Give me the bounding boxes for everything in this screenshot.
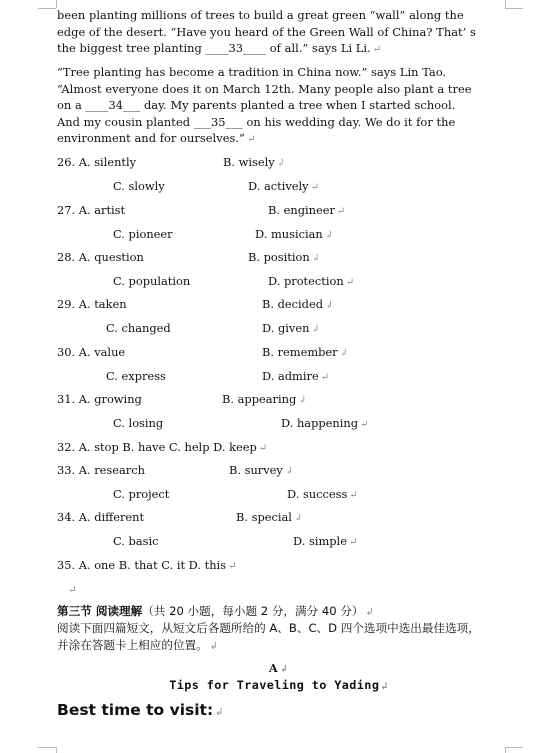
line-end-mark-icon: ↲ xyxy=(209,641,219,652)
options-inline: 32. A. stop B. have C. help D. keep ↵ xyxy=(57,440,268,454)
option-a: 27. A. artist xyxy=(57,203,126,217)
passage-line: “Almost everyone does it on March 12th. Many people also plant a tree xyxy=(57,81,472,96)
crop-mark-bottom-right-v xyxy=(505,747,506,753)
paragraph-mark-icon: ↵ xyxy=(345,277,355,288)
option-d: D. actively ↵ xyxy=(248,179,320,193)
option-b: B. special ↲ xyxy=(236,510,303,524)
crop-mark-top-right xyxy=(505,8,523,9)
option-a: 28. A. question xyxy=(57,250,144,264)
option-d: D. musician ↲ xyxy=(255,227,334,241)
passage-line: And my cousin planted ___35___ on his wedding day. We do it for the xyxy=(57,114,456,129)
options-inline: 35. A. one B. that C. it D. this ↵ xyxy=(57,558,237,572)
section-title: 第三节 阅读理解 xyxy=(57,604,143,618)
best-time-heading: Best time to visit: ↲ xyxy=(57,701,224,719)
option-a: 33. A. research xyxy=(57,463,145,477)
crop-mark-bottom-left-v xyxy=(56,747,57,753)
passage-line: “Tree planting has become a tradition in China now.” says Lin Tao. xyxy=(57,65,447,79)
line-end-mark-icon: ↲ xyxy=(284,466,294,477)
passage-line: on a ____34___ day. My parents planted a tree when I started school. xyxy=(57,98,456,112)
line-end-mark-icon: ↲ xyxy=(276,158,286,169)
empty-paragraph-mark-icon: ↵ xyxy=(68,585,77,596)
paragraph-mark-icon: ↵ xyxy=(336,206,346,217)
line-end-mark-icon: ↲ xyxy=(324,230,334,241)
option-b: B. position ↲ xyxy=(248,250,321,264)
option-b: B. survey ↲ xyxy=(229,463,294,477)
line-end-mark-icon: ↲ xyxy=(279,664,289,675)
line-end-mark-icon: ↲ xyxy=(339,348,349,359)
section-note: （共 20 小题，每小题 2 分，满分 40 分） xyxy=(142,604,364,618)
option-a: 29. A. taken xyxy=(57,297,127,311)
option-c: C. slowly xyxy=(113,179,165,193)
option-c: C. population xyxy=(113,274,191,288)
line-end-mark-icon: ↲ xyxy=(215,707,224,718)
paragraph-mark-icon: ↵ xyxy=(320,372,330,383)
passage-line: the biggest tree planting ____33____ of all.” says Li Li. ↵ xyxy=(57,41,382,55)
option-d: D. happening ↵ xyxy=(281,416,369,430)
option-b: B. remember ↲ xyxy=(262,345,349,359)
option-c: C. express xyxy=(106,369,166,383)
line-end-mark-icon: ↲ xyxy=(293,513,303,524)
crop-mark-top-left xyxy=(38,8,56,9)
paragraph-mark-icon: ↵ xyxy=(349,490,358,501)
option-c: C. project xyxy=(113,487,170,501)
option-c: C. losing xyxy=(113,416,164,430)
option-b: B. wisely ↲ xyxy=(223,155,286,169)
option-a: 34. A. different xyxy=(57,510,145,524)
passage-line: environment and for ourselves.” ↵ xyxy=(57,131,256,145)
paragraph-mark-icon: ↵ xyxy=(360,419,369,430)
option-d: D. admire ↵ xyxy=(262,369,330,383)
paragraph-mark-icon: ↵ xyxy=(228,561,237,572)
option-c: C. changed xyxy=(106,321,171,335)
passage-paragraph-1 xyxy=(57,7,505,57)
instruction-line-2: 并涂在答题卡上相应的位置。 ↲ xyxy=(57,638,219,652)
article-label: A ↲ xyxy=(268,661,289,675)
option-b: B. engineer ↵ xyxy=(268,203,346,217)
passage-paragraph-2 xyxy=(57,64,505,147)
option-c: C. basic xyxy=(113,534,159,548)
passage-line: been planting millions of trees to build a great green “wall” along the xyxy=(57,8,464,22)
option-d: D. given ↲ xyxy=(262,321,320,335)
option-d: D. simple ↵ xyxy=(293,534,358,548)
passage-line: edge of the desert. “Have you heard of the Green Wall of China? That’ s xyxy=(57,24,476,39)
option-d: D. protection ↵ xyxy=(268,274,355,288)
line-end-mark-icon: ↲ xyxy=(365,607,374,618)
paragraph-mark-icon: ↵ xyxy=(258,443,268,454)
option-d: D. success ↵ xyxy=(287,487,358,501)
paragraph-mark-icon: ↵ xyxy=(310,182,320,193)
instruction-line-1: 阅读下面四篇短文，从短文后各题所给的 A、B、C、D 四个选项中选出最佳选项， xyxy=(57,621,480,635)
article-title: Tips for Traveling to Yading ↲ xyxy=(169,678,388,692)
option-a: 30. A. value xyxy=(57,345,126,359)
section-heading xyxy=(57,603,507,621)
option-c: C. pioneer xyxy=(113,227,173,241)
line-end-mark-icon: ↲ xyxy=(311,253,321,264)
crop-mark-top-right-v xyxy=(505,0,506,8)
crop-mark-bottom-right xyxy=(505,747,523,748)
option-b: B. decided ↲ xyxy=(262,297,334,311)
paragraph-mark-icon: ↵ xyxy=(246,134,256,145)
line-end-mark-icon: ↲ xyxy=(381,681,388,692)
crop-mark-bottom-left xyxy=(38,747,56,748)
line-end-mark-icon: ↲ xyxy=(298,395,307,406)
option-a: 26. A. silently xyxy=(57,155,137,169)
option-b: B. appearing ↲ xyxy=(222,392,307,406)
paragraph-mark-icon: ↵ xyxy=(372,44,382,55)
section-instructions xyxy=(57,620,507,655)
paragraph-mark-icon: ↵ xyxy=(348,537,358,548)
line-end-mark-icon: ↲ xyxy=(325,300,334,311)
option-a: 31. A. growing xyxy=(57,392,142,406)
line-end-mark-icon: ↲ xyxy=(311,324,320,335)
